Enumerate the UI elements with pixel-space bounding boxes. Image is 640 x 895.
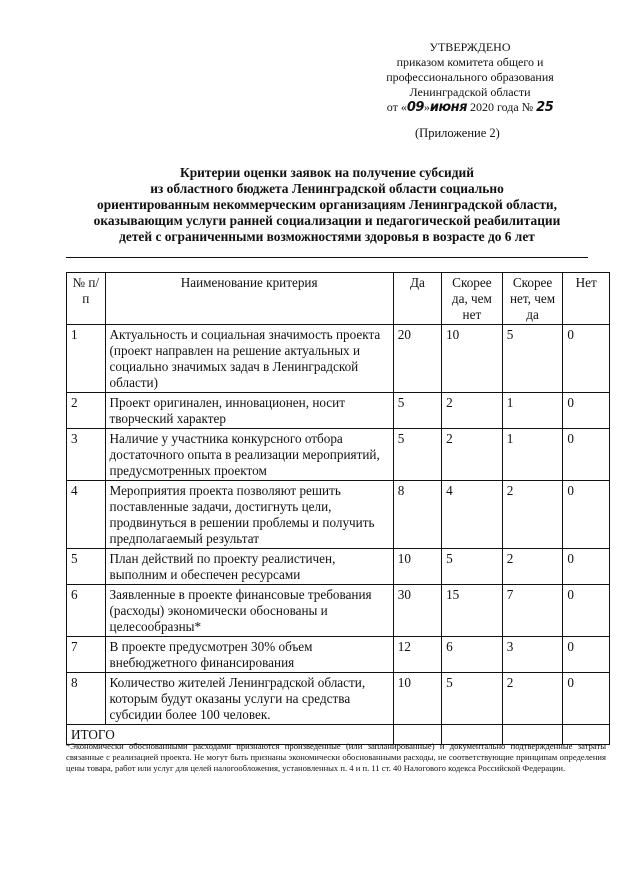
- cell-no: 0: [563, 637, 610, 673]
- cell-rather-yes: 2: [442, 393, 503, 429]
- cell-no: 0: [563, 429, 610, 481]
- date-year: 2020 года №: [470, 100, 534, 114]
- cell-yes: 5: [393, 393, 441, 429]
- cell-no: 0: [563, 549, 610, 585]
- approval-block: [355, 40, 585, 115]
- cell-name: Актуальность и социальная значимость проекта (проект направлен на решение актуальных и социально значимых задач в Ленинградской области): [105, 325, 393, 393]
- title-line: ориентированным некоммерческим организациям Ленинградской области,: [97, 197, 557, 212]
- cell-yes: 8: [393, 481, 441, 549]
- date-day-handwritten: 09: [406, 100, 424, 115]
- header-rather-no: Скорее нет, чем да: [502, 273, 563, 325]
- cell-name: В проекте предусмотрен 30% объем внебюджетного финансирования: [105, 637, 393, 673]
- cell-rather-yes: 5: [442, 673, 503, 725]
- header-yes: Да: [393, 273, 441, 325]
- approval-line: Ленинградской области: [409, 85, 531, 99]
- cell-name: Мероприятия проекта позволяют решить поставленные задачи, достигнуть цели, продвинуться в решении проблемы и получить предполагаемый результат: [105, 481, 393, 549]
- cell-rather-no: 1: [502, 429, 563, 481]
- appendix-label: (Приложение 2): [415, 126, 500, 140]
- cell-no: 0: [563, 393, 610, 429]
- cell-no: 0: [563, 673, 610, 725]
- cell-num: 1: [67, 325, 106, 393]
- cell-rather-yes: 15: [442, 585, 503, 637]
- cell-num: 5: [67, 549, 106, 585]
- cell-rather-no: 3: [502, 637, 563, 673]
- cell-rather-no: 5: [502, 325, 563, 393]
- footnote: *Экономически обоснованными расходами признаются произведенные (или запланированные) и документально подтвержденные затраты связанные с реализацией проекта. Не могут быть признаны экономически обоснованными расходы, не соответствующие принципам определения цены товара, работ или услуг для целей налогообложения, установленных п. 4 и п. 11 ст. 40 Налогового кодекса Российской Федерации.: [66, 741, 606, 773]
- table-row: [67, 673, 610, 725]
- cell-yes: 30: [393, 585, 441, 637]
- cell-rather-yes: 2: [442, 429, 503, 481]
- cell-no: 0: [563, 325, 610, 393]
- cell-rather-no: 2: [502, 481, 563, 549]
- header-rather-yes: Скорее да, чем нет: [442, 273, 503, 325]
- table-row: [67, 393, 610, 429]
- table-row: [67, 549, 610, 585]
- cell-rather-no: 2: [502, 549, 563, 585]
- table-row: [67, 325, 610, 393]
- cell-yes: 10: [393, 673, 441, 725]
- date-sep: »: [423, 100, 430, 114]
- header-name: Наименование критерия: [105, 273, 393, 325]
- cell-num: 3: [67, 429, 106, 481]
- title-line: Критерии оценки заявок на получение субсидий: [180, 165, 474, 180]
- cell-num: 2: [67, 393, 106, 429]
- approval-line: профессионального образования: [386, 70, 554, 84]
- document-title: [66, 165, 588, 245]
- cell-name: Количество жителей Ленинградской области, которым будут оказаны услуги на средства субсидии более 100 человек.: [105, 673, 393, 725]
- cell-name: Заявленные в проекте финансовые требования (расходы) экономически обоснованы и целесообразны*: [105, 585, 393, 637]
- cell-rather-no: 7: [502, 585, 563, 637]
- cell-rather-yes: 10: [442, 325, 503, 393]
- title-line: детей с ограниченными возможностями здоровья в возрасте до 6 лет: [119, 229, 535, 244]
- date-prefix: от «: [386, 100, 407, 114]
- cell-rather-yes: 4: [442, 481, 503, 549]
- table-row: [67, 637, 610, 673]
- date-month-handwritten: июня: [429, 100, 467, 115]
- cell-yes: 5: [393, 429, 441, 481]
- cell-yes: 20: [393, 325, 441, 393]
- table-header-row: [67, 273, 610, 325]
- table-row: [67, 429, 610, 481]
- cell-yes: 12: [393, 637, 441, 673]
- cell-rather-yes: 5: [442, 549, 503, 585]
- approval-date-line: [355, 100, 585, 115]
- table-row: [67, 585, 610, 637]
- cell-rather-yes: 6: [442, 637, 503, 673]
- cell-num: 4: [67, 481, 106, 549]
- table-row: [67, 481, 610, 549]
- cell-num: 7: [67, 637, 106, 673]
- cell-rather-no: 1: [502, 393, 563, 429]
- cell-name: Наличие у участника конкурсного отбора достаточного опыта в реализации мероприятий, предусмотренных проектом: [105, 429, 393, 481]
- cell-no: 0: [563, 481, 610, 549]
- cell-num: 6: [67, 585, 106, 637]
- cell-yes: 10: [393, 549, 441, 585]
- header-num: № п/п: [67, 273, 106, 325]
- total-label: ИТОГО: [67, 725, 394, 745]
- title-underline: [66, 257, 588, 258]
- approval-heading: УТВЕРЖДЕНО: [429, 40, 511, 54]
- criteria-table: [66, 272, 610, 745]
- approval-line: приказом комитета общего и: [396, 55, 544, 69]
- title-line: из областного бюджета Ленинградской области социально: [150, 181, 504, 196]
- cell-name: План действий по проекту реалистичен, выполним и обеспечен ресурсами: [105, 549, 393, 585]
- cell-no: 0: [563, 585, 610, 637]
- title-line: оказывающим услуги ранней социализации и педагогической реабилитации: [93, 213, 561, 228]
- order-number-handwritten: 25: [536, 100, 554, 115]
- header-no: Нет: [563, 273, 610, 325]
- cell-rather-no: 2: [502, 673, 563, 725]
- cell-name: Проект оригинален, инновационен, носит творческий характер: [105, 393, 393, 429]
- cell-num: 8: [67, 673, 106, 725]
